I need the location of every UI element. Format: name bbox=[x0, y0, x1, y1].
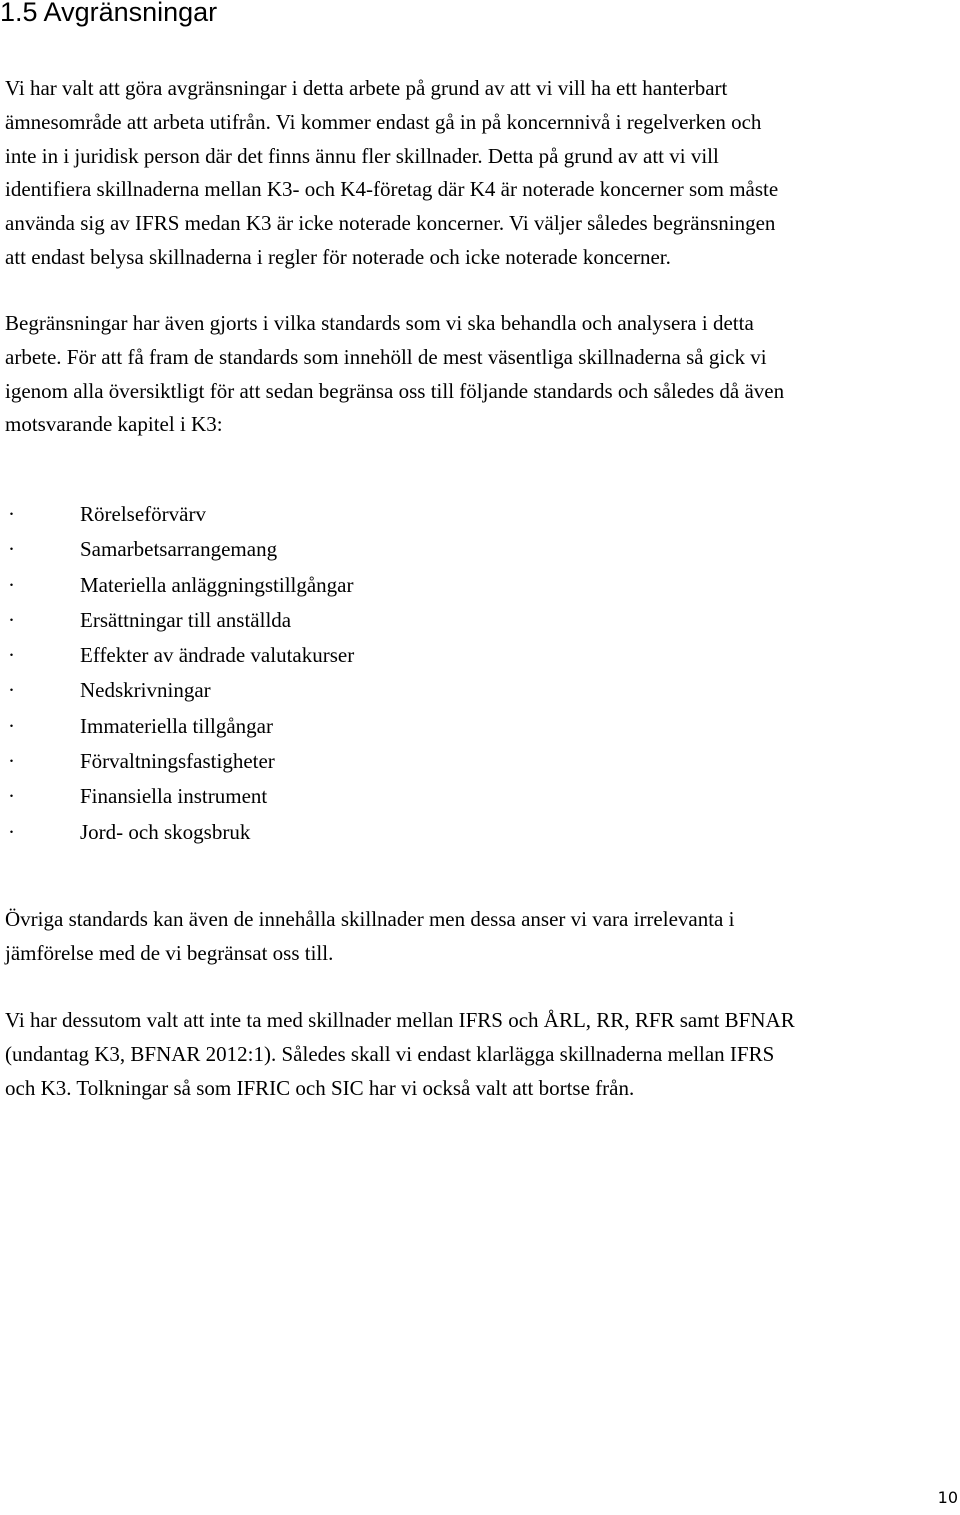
page-number: 10 bbox=[937, 1488, 958, 1507]
list-item-label: Materiella anläggningstillgångar bbox=[80, 572, 354, 597]
list-item bbox=[8, 744, 354, 779]
text-line: Övriga standards kan även de innehålla skillnader men dessa anser vi vara irrelevanta i bbox=[5, 907, 735, 931]
standards-list bbox=[8, 497, 354, 850]
text-line: arbete. För att få fram de standards som innehöll de mest väsentliga skillnaderna så gick vi bbox=[5, 344, 767, 369]
list-item-label: Finansiella instrument bbox=[80, 784, 268, 809]
list-item-label: Immateriella tillgångar bbox=[80, 713, 273, 738]
list-item bbox=[8, 603, 354, 638]
bullet-icon: · bbox=[8, 678, 15, 703]
text-line: inte in i juridisk person där det finns ännu fler skillnader. Detta på grund av att vi vill bbox=[5, 143, 719, 168]
section-heading: 1.5 Avgränsningar bbox=[0, 0, 218, 27]
list-item bbox=[8, 709, 354, 744]
text-line: motsvarande kapitel i K3: bbox=[5, 412, 223, 437]
list-item-label: Samarbetsarrangemang bbox=[80, 537, 278, 562]
list-item-label: Jord- och skogsbruk bbox=[80, 819, 251, 844]
text-line: ämnesområde att arbeta utifrån. Vi kommer endast gå in på koncernnivå i regelverken och bbox=[5, 109, 762, 134]
bullet-icon: · bbox=[8, 643, 15, 668]
text-line: använda sig av IFRS medan K3 är icke noterade koncerner. Vi väljer således begränsningen bbox=[5, 211, 776, 236]
list-item-label: Nedskrivningar bbox=[80, 678, 211, 703]
list-item bbox=[8, 497, 354, 532]
list-item bbox=[8, 673, 354, 708]
bullet-icon: · bbox=[8, 713, 15, 738]
list-item bbox=[8, 568, 354, 603]
paragraph-scope bbox=[5, 72, 957, 275]
list-item bbox=[8, 532, 354, 567]
text-line: identifiera skillnaderna mellan K3- och K4-företag där K4 är noterade koncerner som måste bbox=[5, 177, 779, 202]
text-line: (undantag K3, BFNAR 2012:1). Således skall vi endast klarlägga skillnaderna mellan IFRS bbox=[5, 1041, 775, 1066]
list-item bbox=[8, 638, 354, 673]
list-item-label: Förvaltningsfastigheter bbox=[80, 749, 275, 774]
text-line: att endast belysa skillnaderna i regler för noterade och icke noterade koncerner. bbox=[5, 244, 671, 269]
list-item bbox=[8, 779, 354, 814]
bullet-icon: · bbox=[8, 502, 15, 526]
paragraph-standards-intro bbox=[5, 307, 957, 442]
text-line: jämförelse med de vi begränsat oss till. bbox=[5, 940, 334, 965]
bullet-icon: · bbox=[8, 607, 15, 632]
bullet-icon: · bbox=[8, 537, 15, 562]
bullet-icon: · bbox=[8, 784, 15, 809]
paragraph-exclusions bbox=[5, 1004, 957, 1105]
list-item-label: Ersättningar till anställda bbox=[80, 607, 292, 632]
list-item-label: Rörelseförvärv bbox=[80, 502, 206, 526]
bullet-icon: · bbox=[8, 572, 15, 597]
list-item-label: Effekter av ändrade valutakurser bbox=[80, 643, 355, 668]
text-line: Vi har valt att göra avgränsningar i detta arbete på grund av att vi vill ha ett hanterbart bbox=[5, 76, 728, 100]
text-line: Begränsningar har även gjorts i vilka standards som vi ska behandla och analysera i detta bbox=[5, 311, 754, 335]
text-line: igenom alla översiktligt för att sedan begränsa oss till följande standards och således då även bbox=[5, 378, 785, 403]
bullet-icon: · bbox=[8, 749, 15, 774]
text-line: och K3. Tolkningar så som IFRIC och SIC har vi också valt att bortse från. bbox=[5, 1075, 635, 1100]
text-line: Vi har dessutom valt att inte ta med skillnader mellan IFRS och ÅRL, RR, RFR samt BFNAR bbox=[5, 1008, 795, 1032]
bullet-icon: · bbox=[8, 819, 15, 844]
paragraph-other-standards bbox=[5, 903, 957, 971]
list-item bbox=[8, 815, 354, 850]
